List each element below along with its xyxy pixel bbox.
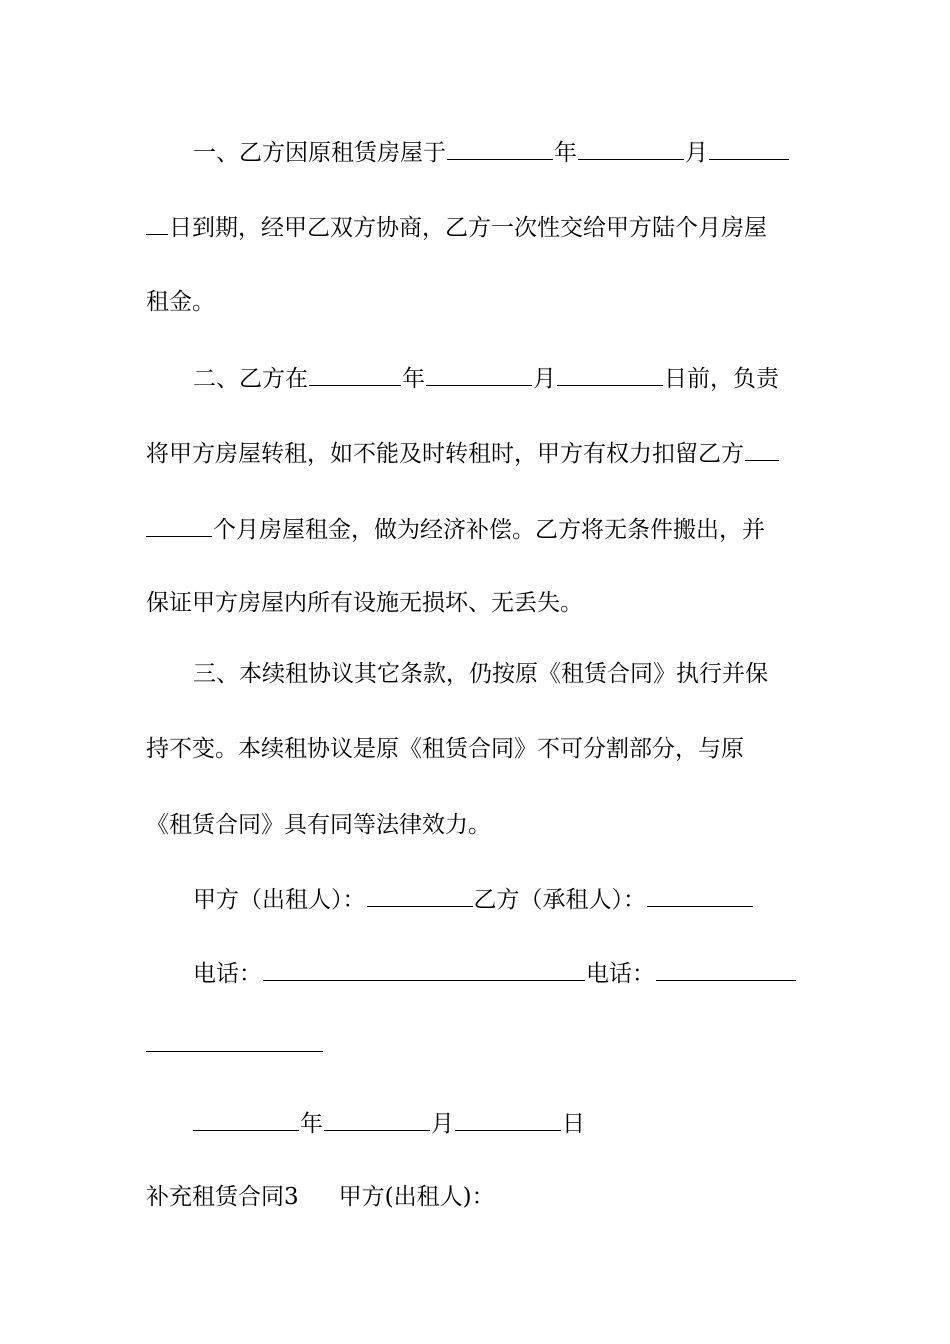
clause3-line1 [193,656,806,692]
date-day-blank [455,1104,561,1131]
clause3-line3 [146,807,806,843]
clause2-text-line3: 个月房屋租金，做为经济补偿。乙方将无条件搬出，并 [213,517,765,543]
phone-b-blank-cont [146,1025,323,1052]
signature-parties [193,880,806,916]
party-b-blank [647,880,753,907]
blank-day-field [557,359,663,386]
clause1-text-line3: 租金。 [146,289,215,315]
party-a-label: 甲方（出租人）： [193,887,366,913]
date-day-label: 日 [562,1111,585,1137]
blank-year-field [447,133,553,160]
clause1-text-c: 月 [685,140,708,166]
clause1-line1 [193,133,806,169]
blank-month-field [426,359,532,386]
clause2-line4 [146,585,806,621]
clause2-text-c: 月 [533,366,556,392]
next-section-party-a: 甲方(出租人)： [338,1184,495,1210]
clause2-line1 [193,359,806,395]
clause2-line2 [146,434,806,470]
party-b-label: 乙方（承租人）： [473,887,646,913]
clause2-text-line2: 将甲方房屋转租，如不能及时转租时，甲方有权力扣留乙方 [146,441,744,467]
date-year-blank [193,1104,299,1131]
clause1-text-b: 年 [554,140,577,166]
phone-b-blank [656,954,796,981]
phone-a-label: 电话： [193,961,262,987]
date-month-label: 月 [431,1111,454,1137]
clause3-text-line2: 持不变。本续租协议是原《租赁合同》不可分割部分，与原 [146,736,744,762]
blank-month-field [578,133,684,160]
next-section [146,1179,806,1215]
clause3-line2 [146,731,806,767]
blank-day-field-cont [146,208,168,235]
clause1-text-a: 一、乙方因原租赁房屋于 [193,140,446,166]
signature-phones [193,954,806,990]
date-month-blank [324,1104,430,1131]
blank-year-field [309,359,401,386]
next-section-title: 补充租赁合同3 [146,1184,299,1210]
date-year-label: 年 [300,1111,323,1137]
party-a-blank [367,880,473,907]
phone-blank-continuation [146,1025,806,1061]
phone-a-blank [263,954,585,981]
blank-months-field-cont [146,510,212,537]
clause1-line2 [146,208,806,244]
clause3-text-line3: 《租赁合同》具有同等法律效力。 [146,812,491,838]
phone-b-label: 电话： [586,961,655,987]
clause2-text-b: 年 [402,366,425,392]
clause2-text-d: 日前，负责 [664,366,779,392]
clause1-line3 [146,284,806,320]
clause3-text-line1: 三、本续租协议其它条款，仍按原《租赁合同》执行并保 [193,661,768,687]
blank-day-field [709,133,789,160]
date-line [193,1104,806,1140]
blank-months-field [745,434,779,461]
clause2-text-line4: 保证甲方房屋内所有设施无损坏、无丢失。 [146,590,583,616]
clause2-line3 [146,510,806,546]
clause2-text-a: 二、乙方在 [193,366,308,392]
clause1-text-line2: 日到期，经甲乙双方协商，乙方一次性交给甲方陆个月房屋 [169,215,767,241]
